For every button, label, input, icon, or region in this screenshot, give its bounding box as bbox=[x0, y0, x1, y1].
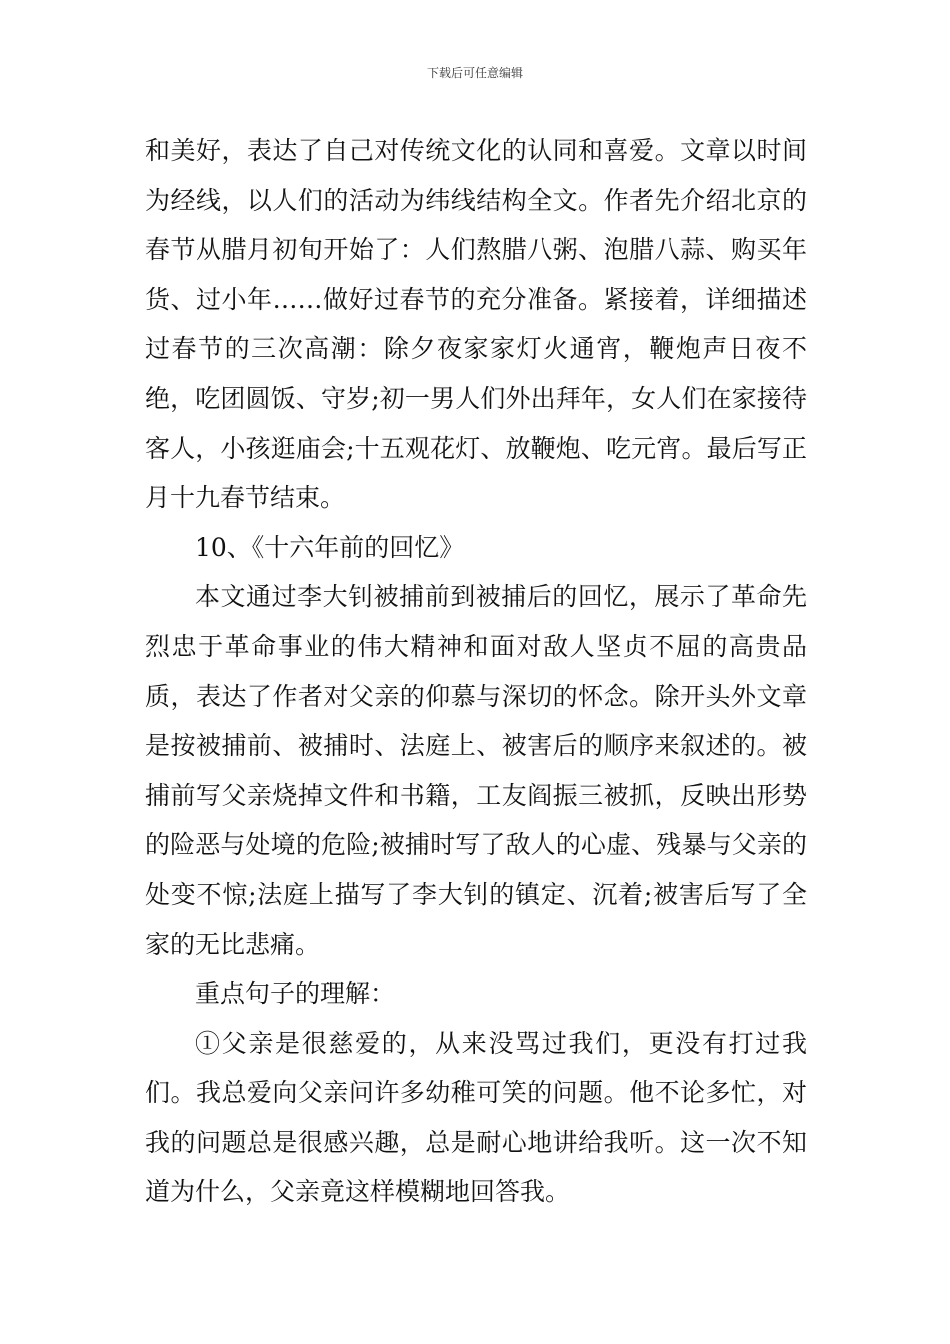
section-heading-16-years-memory: 10、《十六年前的回忆》 bbox=[195, 532, 465, 562]
paragraph-16-years-summary: 本文通过李大钊被捕前到被捕后的回忆，展示了革命先烈忠于革命事业的伟大精神和面对敌人坚贞不屈的高贵品质，表达了作者对父亲的仰慕与深切的怀念。除开头外文章是按被捕前、被捕时、法庭上、被害后的顺序来叙述的。被捕前写父亲烧掉文件和书籍，工友阎振三被抓，反映出形势的险恶与处境的危险;被捕时写了敌人的心虚、残暴与父亲的处变不惊;法庭上描写了李大钊的镇定、沉着;被害后写了全家的无比悲痛。 bbox=[145, 582, 807, 959]
page-header: 下载后可任意编辑 bbox=[426, 66, 523, 80]
document-body bbox=[145, 126, 807, 1217]
paragraph-spring-festival-summary: 和美好，表达了自己对传统文化的认同和喜爱。文章以时间为经线，以人们的活动为纬线结构全文。作者先介绍北京的春节从腊月初旬开始了：人们熬腊八粥、泡腊八蒜、购买年货、过小年……做好过春节的充分准备。紧接着，详细描述过春节的三次高潮：除夕夜家家灯火通宵，鞭炮声日夜不绝，吃团圆饭、守岁;初一男人们外出拜年，女人们在家接待客人，小孩逛庙会;十五观花灯、放鞭炮、吃元宵。最后写正月十九春节结束。 bbox=[145, 136, 807, 513]
subheading-key-sentences: 重点句子的理解： bbox=[195, 979, 396, 1009]
paragraph-key-sentence-1: ①父亲是很慈爱的，从来没骂过我们，更没有打过我们。我总爱向父亲问许多幼稚可笑的问题。他不论多忙，对我的问题总是很感兴趣，总是耐心地讲给我听。这一次不知道为什么，父亲竟这样模糊地回答我。 bbox=[145, 1028, 807, 1207]
